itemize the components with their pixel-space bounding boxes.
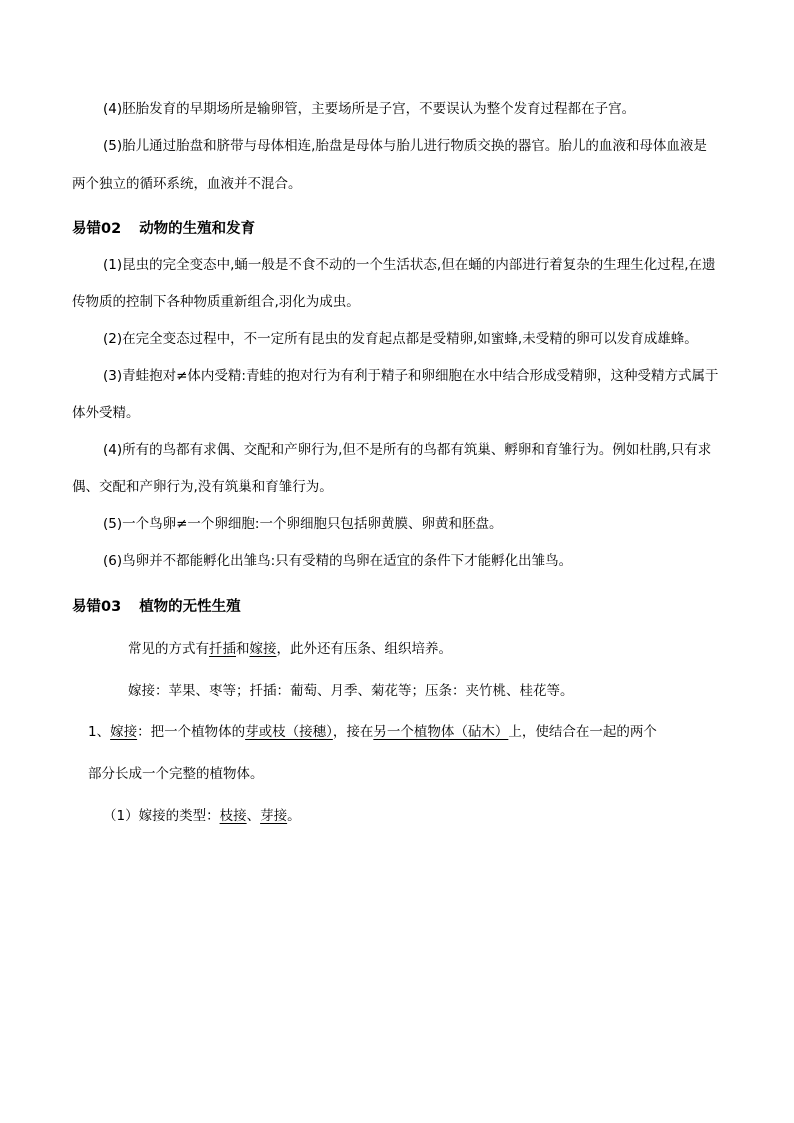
underlined-term-scion: 芽或枝（接穗）: [245, 724, 333, 740]
paragraph-embryo-site: (4)胚胎发育的早期场所是输卵管，主要场所是子宫，不要误认为整个发育过程都在子宫。: [103, 101, 636, 117]
paragraph-grafting-types: [103, 806, 301, 826]
text-segment: （1）嫁接的类型：: [103, 808, 220, 824]
text-segment: 。: [287, 808, 301, 824]
section-heading-02: [72, 219, 255, 239]
paragraph-placenta-line1: (5)胎儿通过胎盘和脐带与母体相连,胎盘是母体与胎儿进行物质交换的器官。胎儿的血液和母体血液是: [103, 138, 707, 154]
paragraph-placenta-line2: 两个独立的循环系统，血液并不混合。: [72, 176, 302, 192]
underlined-term-grafting: 嫁接: [249, 641, 277, 657]
heading-number: 易错03: [72, 599, 122, 615]
paragraph-bee: (2)在完全变态过程中，不一定所有昆虫的发育起点都是受精卵,如蜜蜂,未受精的卵可以发育成雄蜂。: [103, 331, 698, 347]
paragraph-frog-line2: 体外受精。: [72, 405, 140, 421]
text-segment: 常见的方式有: [128, 641, 209, 657]
text-segment: 上，使结合在一起的两个: [508, 724, 657, 740]
underlined-term-grafting: 嫁接: [110, 724, 138, 740]
paragraph-insect-line2: 传物质的控制下各种物质重新组合,羽化为成虫。: [72, 294, 360, 310]
underlined-term-bud-grafting: 芽接: [260, 808, 288, 824]
paragraph-egg-cell: (5)一个鸟卵≠一个卵细胞:一个卵细胞只包括卵黄膜、卵黄和胚盘。: [103, 516, 503, 532]
heading-title: 植物的无性生殖: [139, 599, 241, 615]
paragraph-frog-line1: (3)青蛙抱对≠体内受精:青蛙的抱对行为有利于精子和卵细胞在水中结合形成受精卵，这种受精方式属于: [103, 368, 719, 384]
underlined-term-cutting: 扦插: [209, 641, 236, 657]
paragraph-examples: 嫁接：苹果、枣等；扦插：葡萄、月季、菊花等；压条：夹竹桃、桂花等。: [128, 683, 574, 699]
paragraph-common-methods: [128, 639, 452, 659]
text-segment: 1、: [88, 724, 111, 740]
text-segment: 、: [246, 808, 261, 824]
underlined-term-rootstock: 另一个植物体（砧木）: [373, 724, 509, 740]
paragraph-birds-line1: (4)所有的鸟都有求偶、交配和产卵行为,但不是所有的鸟都有筑巢、孵卵和育雏行为。例如杜鹃,只有求: [103, 442, 712, 458]
text-segment: 和: [236, 641, 250, 657]
heading-number: 易错02: [72, 221, 122, 237]
paragraph-grafting-definition-line2: 部分长成一个完整的植物体。: [88, 766, 264, 782]
section-heading-03: [72, 597, 241, 617]
paragraph-hatching: (6)鸟卵并不都能孵化出雏鸟:只有受精的鸟卵在适宜的条件下才能孵化出雏鸟。: [103, 553, 573, 569]
paragraph-birds-line2: 偶、交配和产卵行为,没有筑巢和育雏行为。: [72, 479, 333, 495]
underlined-term-branch-grafting: 枝接: [219, 808, 247, 824]
text-segment: ，接在: [332, 724, 374, 740]
paragraph-grafting-definition-line1: [88, 722, 657, 742]
heading-title: 动物的生殖和发育: [139, 221, 256, 237]
text-segment: ：把一个植物体的: [137, 724, 246, 740]
text-segment: ，此外还有压条、组织培养。: [276, 641, 452, 657]
paragraph-insect-line1: (1)昆虫的完全变态中,蛹一般是不食不动的一个生活状态,但在蛹的内部进行着复杂的生理生化过程,在遗: [103, 257, 716, 273]
